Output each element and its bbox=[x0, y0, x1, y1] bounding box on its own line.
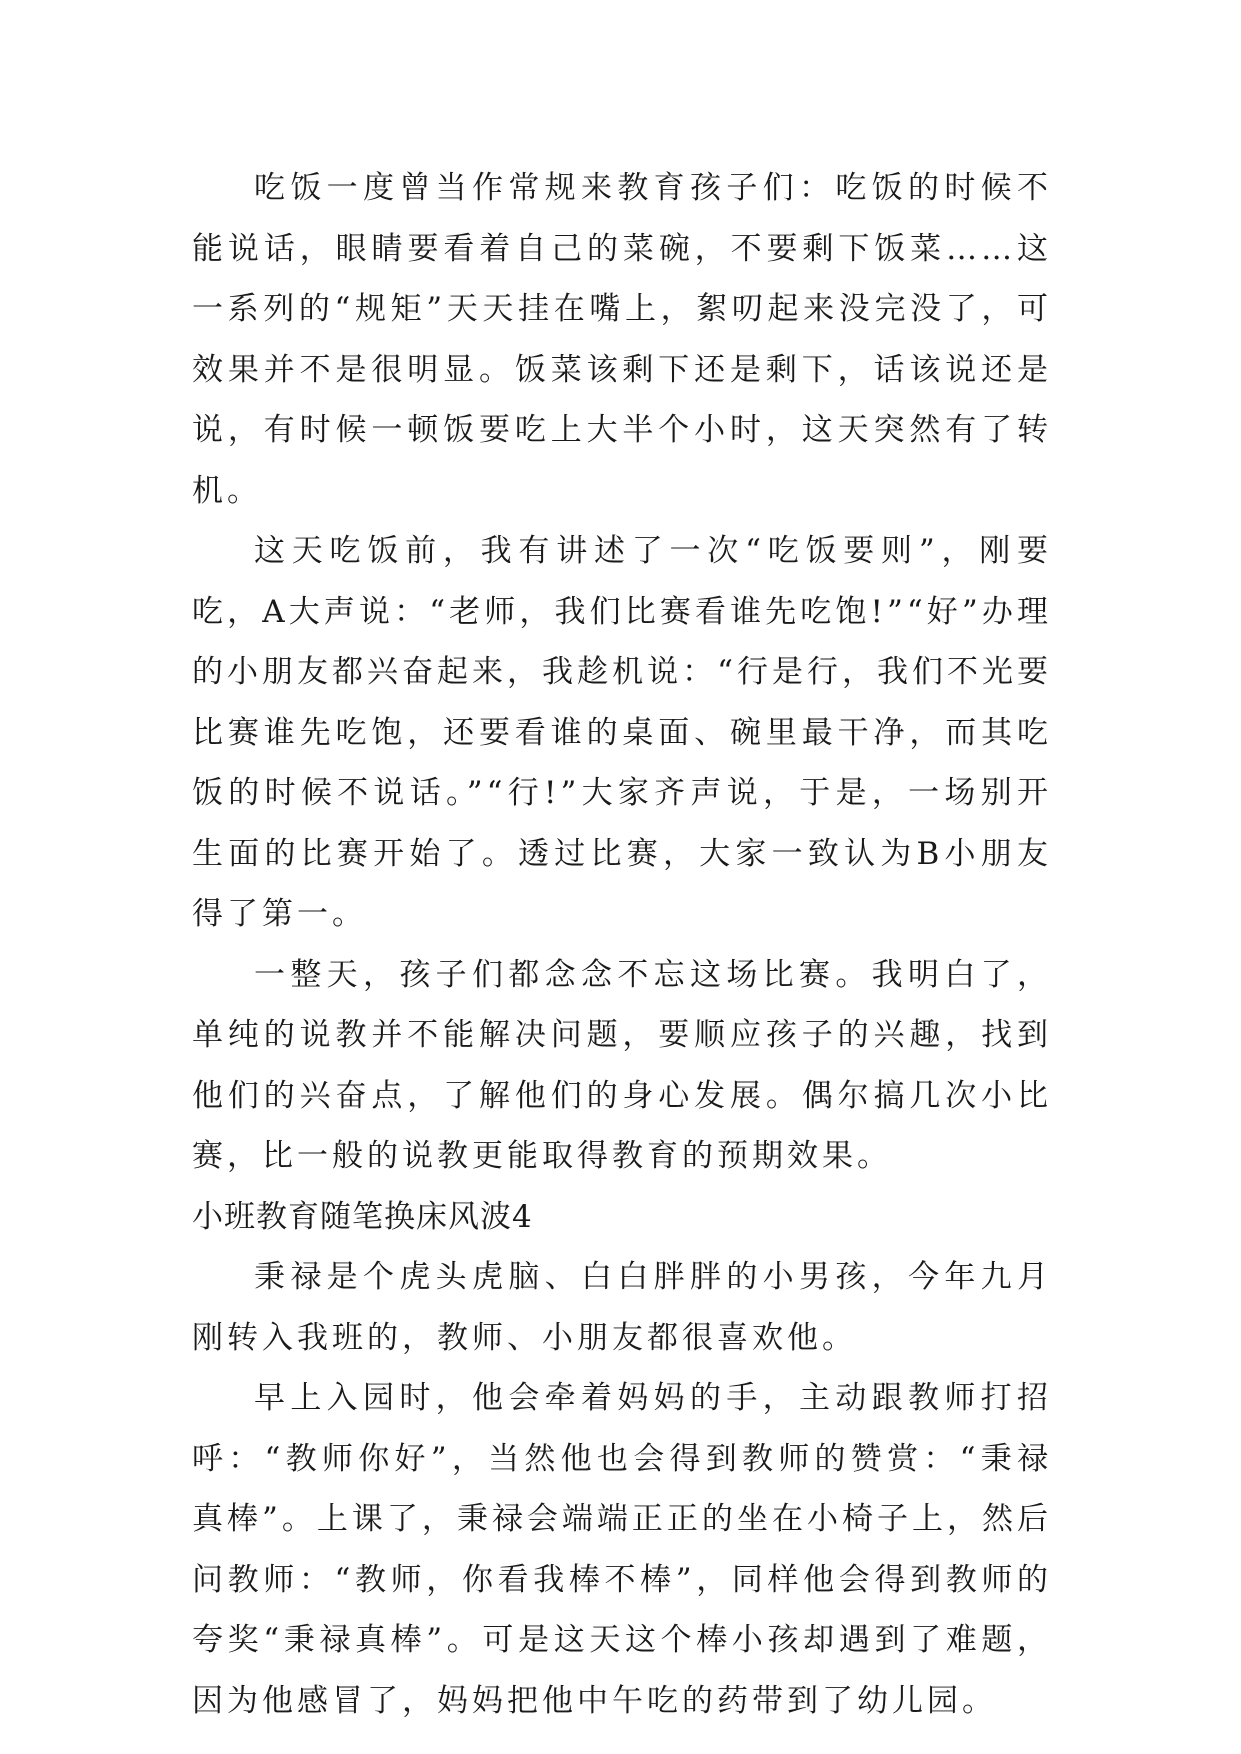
paragraph-lunch-rules: 吃饭一度曾当作常规来教育孩子们：吃饭的时候不能说话，眼睛要看着自己的菜碗，不要剩下饭菜……这一系列的“规矩”天天挂在嘴上，絮叨起来没完没了，可效果并不是很明显。饭菜该剩下还是剩下，话该说还是说，有时候一顿饭要吃上大半个小时，这天突然有了转机。 bbox=[192, 170, 1052, 509]
paragraph-binglu-story: 早上入园时，他会牵着妈妈的手，主动跟教师打招呼：“教师你好”，当然他也会得到教师的赞赏：“秉禄真棒”。上课了，秉禄会端端正正的坐在小椅子上，然后问教师：“教师，你看我棒不棒”，同样他会得到教师的夸奖“秉禄真棒”。可是这天这个棒小孩却遇到了难题，因为他感冒了，妈妈把他中午吃的药带到了幼儿园。 bbox=[192, 1380, 1052, 1719]
paragraph-eating-contest: 这天吃饭前，我有讲述了一次“吃饭要则”，刚要吃，A大声说：“老师，我们比赛看谁先吃饱!”“好”办理的小朋友都兴奋起来，我趁机说：“行是行，我们不光要比赛谁先吃饱，还要看谁的桌面、碗里最干净，而其吃饭的时候不说话。”“行!”大家齐声说，于是，一场别开生面的比赛开始了。透过比赛，大家一致认为B小朋友得了第一。 bbox=[192, 533, 1052, 932]
section-title: 小班教育随笔换床风波4 bbox=[192, 1198, 533, 1235]
paragraph-binglu-intro: 秉禄是个虎头虎脑、白白胖胖的小男孩，今年九月刚转入我班的，教师、小朋友都很喜欢他。 bbox=[192, 1259, 1052, 1356]
paragraph-reflection: 一整天，孩子们都念念不忘这场比赛。我明白了，单纯的说教并不能解决问题，要顺应孩子的兴趣，找到他们的兴奋点，了解他们的身心发展。偶尔搞几次小比赛，比一般的说教更能取得教育的预期效果。 bbox=[192, 956, 1052, 1174]
document-body bbox=[192, 158, 1052, 1731]
